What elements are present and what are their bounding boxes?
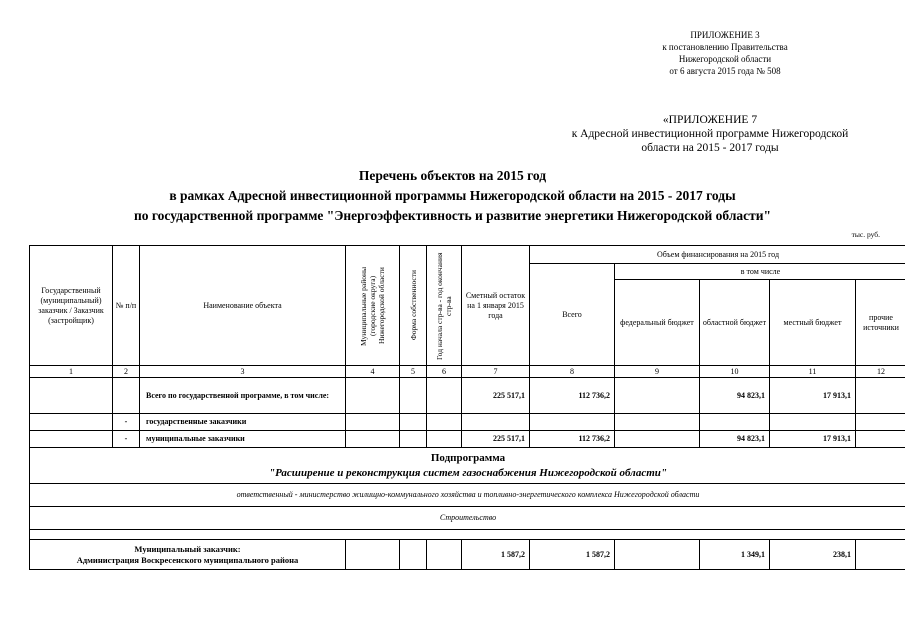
header-funding: Объем финансирования на 2015 год [530, 246, 905, 264]
header-num: № п/п [113, 246, 140, 366]
column-numbers-row [30, 366, 905, 378]
municipal-customers-row [30, 431, 905, 448]
col-number: 3 [140, 366, 346, 378]
col-number: 5 [400, 366, 427, 378]
municipal-local: 17 913,1 [770, 431, 856, 448]
header-ownership: Форма собственности [408, 270, 418, 341]
section-title: Строительство [30, 507, 905, 530]
col-number: 7 [462, 366, 530, 378]
total-regional: 94 823,1 [700, 378, 770, 414]
state-label: государственные заказчики [140, 414, 346, 431]
document-title [0, 166, 905, 226]
appendix-7-title: «ПРИЛОЖЕНИЕ 7 [662, 114, 758, 126]
customer-estimate: 1 587,2 [462, 540, 530, 570]
col-number: 2 [113, 366, 140, 378]
customer-name: Администрация Воскресенского муниципального района [76, 554, 299, 565]
header-including: в том числе [615, 264, 905, 280]
col-number: 12 [856, 366, 905, 378]
municipal-regional: 94 823,1 [700, 431, 770, 448]
col-number: 8 [530, 366, 615, 378]
title-line-2: в рамках Адресной инвестиционной программы Нижегородской области на 2015 - 2017 годы [169, 188, 736, 203]
customer-row [30, 540, 905, 570]
col-number: 11 [770, 366, 856, 378]
col-number: 4 [346, 366, 400, 378]
header-customer: Государственный (муниципальный) заказчик / Заказчик (застройщик) [30, 246, 113, 366]
col-number: 10 [700, 366, 770, 378]
customer-regional: 1 349,1 [700, 540, 770, 570]
appendix-3-line2: к постановлению Правительства [662, 42, 788, 52]
header-local: местный бюджет [770, 280, 856, 366]
municipal-label: муниципальные заказчики [140, 431, 346, 448]
appendix-7-line3: области на 2015 - 2017 годы [641, 142, 779, 154]
responsible-text: ответственный - министерство жилищно-коммунального хозяйства и топливно-энергетического комплекса Нижегородской области [30, 484, 905, 507]
appendix-3-line4: от 6 августа 2015 года № 508 [669, 66, 781, 76]
appendix-3-title: ПРИЛОЖЕНИЕ 3 [690, 30, 760, 40]
state-customers-row [30, 414, 905, 431]
total-total: 112 736,2 [530, 378, 615, 414]
title-line-1: Перечень объектов на 2015 год [358, 168, 547, 183]
appendix-3-block [600, 29, 850, 77]
municipal-estimate: 225 517,1 [462, 431, 530, 448]
header-district: Муниципальные районы (городские округа) Нижегородской области [359, 266, 386, 346]
appendix-7-line2: к Адресной инвестиционной программе Нижегородской [571, 128, 849, 140]
header-regional: областной бюджет [700, 280, 770, 366]
municipal-total: 112 736,2 [530, 431, 615, 448]
responsible-row [30, 484, 905, 507]
subprogram-heading: Подпрограмма [430, 451, 506, 464]
units-label: тыс. руб. [851, 230, 880, 239]
col-number: 6 [427, 366, 462, 378]
municipal-dash: - [113, 431, 140, 448]
header-object-name: Наименование объекта [140, 246, 346, 366]
header-estimate: Сметный остаток на 1 января 2015 года [462, 246, 530, 366]
section-row [30, 507, 905, 530]
total-estimate: 225 517,1 [462, 378, 530, 414]
title-line-3: по государственной программе "Энергоэффективность и развитие энергетики Нижегородской области" [133, 208, 772, 223]
header-other: прочие источники [856, 280, 905, 366]
total-local: 17 913,1 [770, 378, 856, 414]
customer-local: 238,1 [770, 540, 856, 570]
customer-total: 1 587,2 [530, 540, 615, 570]
header-years: Год начала стр-ва - год окончания стр-ва [435, 251, 453, 360]
state-dash: - [113, 414, 140, 431]
total-label: Всего по государственной программе, в том числе: [140, 378, 346, 414]
total-row [30, 378, 905, 414]
customer-label: Муниципальный заказчик: [134, 543, 241, 554]
subprogram-row [30, 448, 905, 484]
header-federal: федеральный бюджет [615, 280, 700, 366]
col-number: 1 [30, 366, 113, 378]
appendix-3-line3: Нижегородской области [678, 54, 772, 64]
objects-table [29, 245, 905, 570]
appendix-7-block [540, 113, 880, 155]
header-total: Всего [530, 264, 615, 366]
col-number: 9 [615, 366, 700, 378]
subprogram-name: "Расширение и реконструкция систем газоснабжения Нижегородской области" [269, 466, 667, 479]
